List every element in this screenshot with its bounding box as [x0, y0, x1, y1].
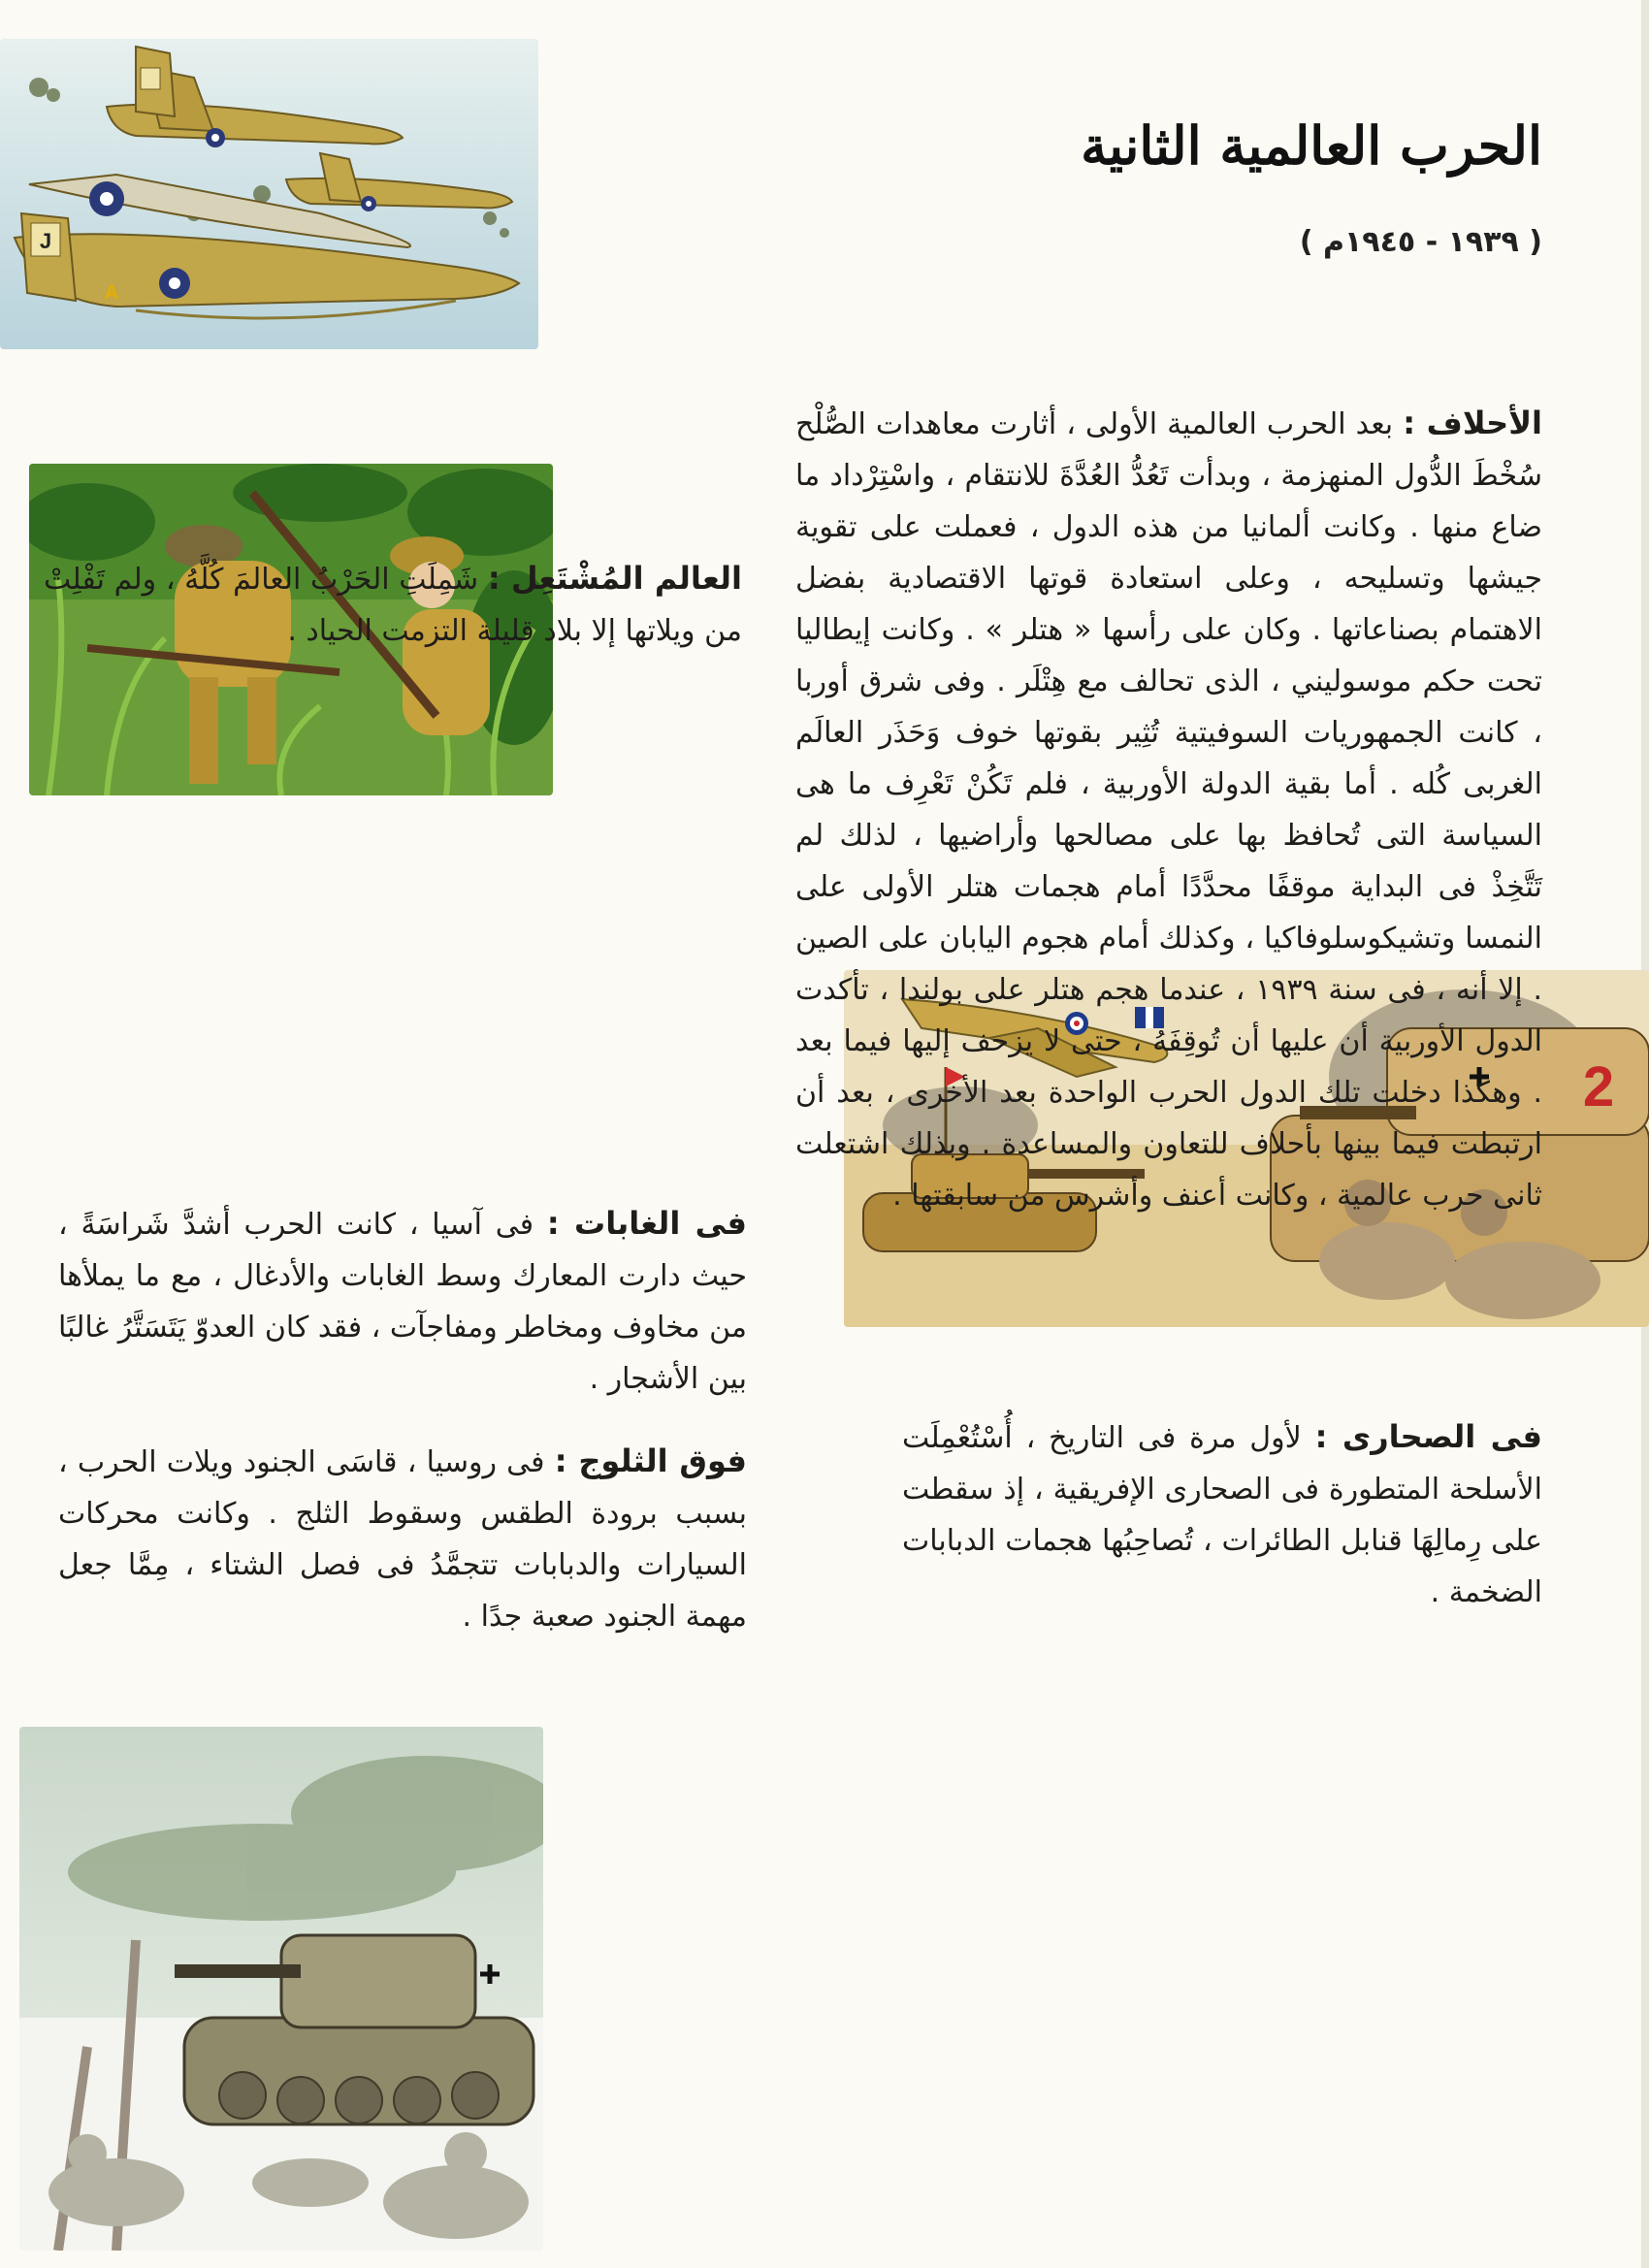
- tank-turret-number: 2: [1582, 1055, 1615, 1118]
- snow-illustration: [19, 1727, 543, 2251]
- forests-paragraph: [58, 1198, 747, 1405]
- desert-body: لأول مرة فى التاريخ ، أُسْتُعْمِلَت الأسلحة المتطورة فى الصحارى الإفريقية ، إذ سقطت على رِمالِهَا قنابل الطائرات ، تُصاحِبُها هجمات الدبابات الضخمة .: [902, 1421, 1542, 1609]
- snow-paragraph: [58, 1436, 747, 1642]
- desert-paragraph: [902, 1411, 1542, 1618]
- bomber-fuselage-letter: A: [104, 282, 119, 304]
- snow-body: فى روسيا ، قاسَى الجنود ويلات الحرب ، بسبب برودة الطقس وسقوط الثلج . وكانت محركات السيارات والدبابات تتجمَّدُ فى فصل الشتاء ، مِمَّا جعل مهمة الجنود صعبة جدًا .: [58, 1445, 747, 1634]
- bomber-tail-letter: J: [39, 229, 52, 253]
- alliances-paragraph: [795, 398, 1542, 1221]
- desert-heading: فى الصحارى :: [1314, 1418, 1543, 1455]
- burning-world-body: شَمِلَتِ الحَرْبُ العالمَ كُلَّهُ ، ولم تَفْلِتْ من ويلاتها إلا بلاد قليلة التزمت الحياد .: [44, 563, 742, 648]
- forests-heading: فى الغابات :: [546, 1205, 747, 1242]
- alliances-heading: الأحلاف :: [1403, 405, 1542, 441]
- burning-world-paragraph: [44, 553, 742, 657]
- bombers-illustration: [0, 39, 538, 349]
- page-years: ( ١٩٣٩ - ١٩٤٥م ): [1299, 225, 1542, 259]
- snow-heading: فوق الثلوج :: [554, 1442, 747, 1479]
- page-title: الحرب العالمية الثانية: [1081, 114, 1542, 177]
- alliances-body: بعد الحرب العالمية الأولى ، أثارت معاهدات الصُّلْح سُخْطَ الدُّول المنهزمة ، وبدأت تَعُدُّ العُدَّةَ للانتقام ، واسْتِرْداد ما ضاع منها . وكانت ألمانيا من هذه الدول ، فعملت على تقوية جيشها وتسليحه ، وعلى استعادة قوتها الاقتصادية بفضل الاهتمام بصناعاتها . وكان على رأسها « هتلر » . وكانت إيطاليا تحت حكم موسوليني ، الذى تحالف مع هِتْلَر . وفى شرق أوربا ، كانت الجمهوريات السوفيتية تُثِير بقوتها خوف وَحَذَر العالَم الغربى كُله . أما بقية الدولة الأوربية ، فلم تَكُنْ تَعْرِف ما هى السياسة التى تُحافظ بها على مصالحها وأراضيها ، لذلك لم تَتَّخِذْ فى البداية موقفًا محدَّدًا أمام هجمات هتلر الأولى على النمسا وتشيكوسلوفاكيا ، وكذلك أمام هجوم اليابان على الصين . إلا أنه ، فى سنة ١٩٣٩ ، عندما هجم هتلر على بولندا ، تأكدت الدول الأوربية أن عليها أن تُوقِفَهُ ، حتى لا يزحف إليها فيما بعد . وهكذا دخلت تلك الدول الحرب الواحدة بعد الأخرى ، بعد أن ارتبطت فيما بينها بأحلاف للتعاون والمساعدة . وبذلك اشتعلت ثانى حرب عالمية ، وكانت أعنف وأشرس من سابقتها .: [795, 407, 1542, 1213]
- burning-world-heading: العالم المُشْتَعِل :: [487, 560, 742, 597]
- forests-body: فى آسيا ، كانت الحرب أشدَّ شَراسَةً ، حيث دارت المعارك وسط الغابات والأدغال ، مع ما يملأها من مخاوف ومخاطر ومفاجآت ، فقد كان العدوّ يَتَسَتَّرُ غالبًا بين الأشجار .: [58, 1208, 747, 1396]
